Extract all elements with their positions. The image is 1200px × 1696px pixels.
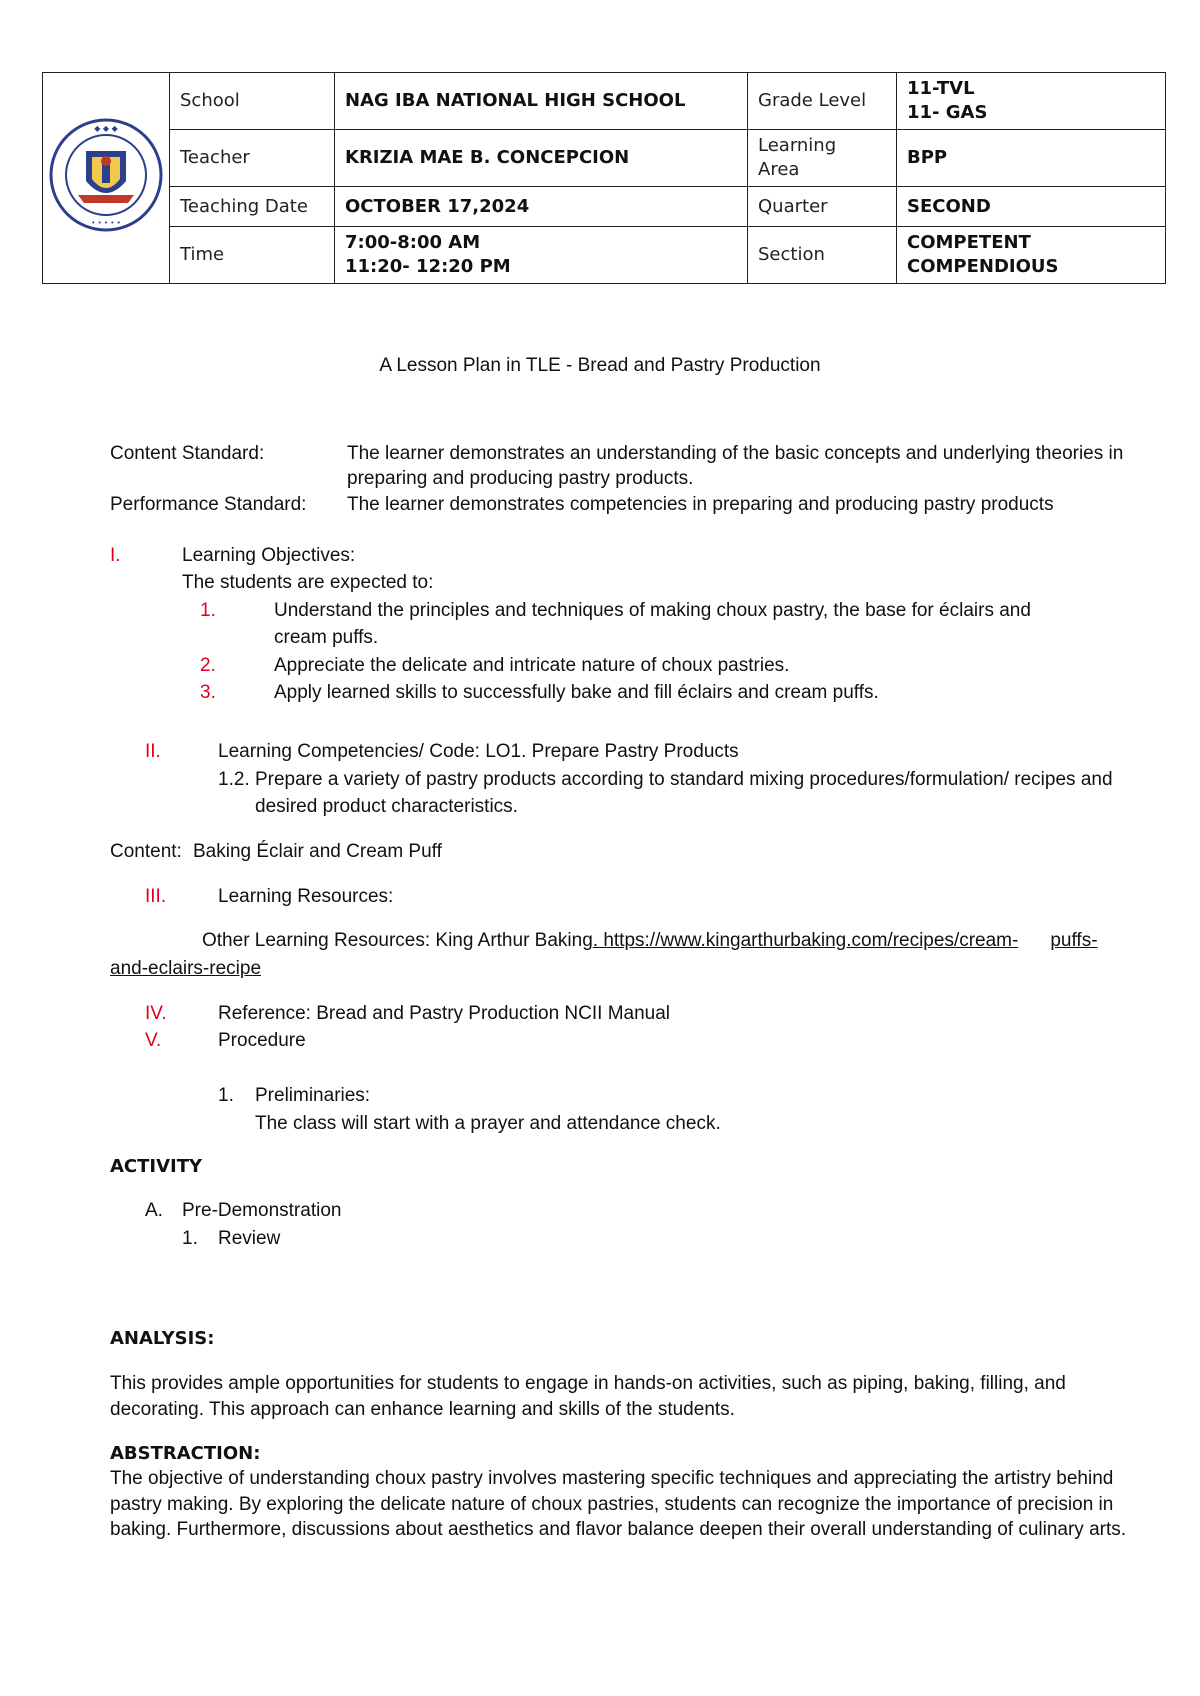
objectives-heading: Learning Objectives: [182,545,356,566]
objectives-numeral: I. [110,545,121,566]
resource-link-part2[interactable]: puffs- [1050,930,1098,951]
analysis-line2: decorating. This approach can enhance learning and skills of the students. [110,1399,735,1420]
activity-a-label: A. [145,1200,163,1221]
procedure-heading: Procedure [218,1030,306,1051]
content-value: Baking Éclair and Cream Puff [193,841,442,862]
grade-value-1: 11-TVL [907,78,975,99]
reference-numeral: IV. [145,1003,167,1024]
resources-heading: Learning Resources: [218,886,394,907]
deped-seal-logo [48,117,164,233]
learning-area-label-1: Learning [758,135,837,156]
teacher-label: Teacher [170,130,335,187]
grade-label: Grade Level [748,73,897,130]
analysis-line1: This provides ample opportunities for students to engage in hands-on activities, such as piping, baking, filling, and [110,1373,1066,1394]
objectives-intro: The students are expected to: [182,572,434,593]
header-table [42,72,1166,284]
resource-link-part1[interactable]: . https://www.kingarthurbaking.com/recipes/cream- [592,930,1019,951]
learning-area-value: BPP [897,130,1166,187]
grade-value-2: 11- GAS [907,102,988,123]
procedure-item-text: The class will start with a prayer and attendance check. [255,1113,721,1134]
competencies-line1: 1.2. Prepare a variety of pastry products according to standard mixing procedures/formulation/ recipes and [218,769,1113,790]
objective-1-num: 1. [200,600,216,621]
section-value-2: COMPENDIOUS [907,256,1059,277]
activity-a-text: Pre-Demonstration [182,1200,342,1221]
objective-2-line1: Appreciate the delicate and intricate nature of choux pastries. [274,655,790,676]
resources-numeral: III. [145,886,167,907]
teaching-date-label: Teaching Date [170,187,335,227]
analysis-heading: ANALYSIS: [110,1328,215,1349]
content-label: Content: [110,841,182,862]
quarter-value: SECOND [897,187,1166,227]
section-label: Section [748,227,897,284]
quarter-label: Quarter [748,187,897,227]
reference-text: Reference: Bread and Pastry Production NCII Manual [218,1003,671,1024]
school-label: School [170,73,335,130]
other-resources-label: Other Learning Resources: King Arthur Baking [202,930,593,951]
abstraction-line2: pastry making. By exploring the delicate nature of choux pastries, students can recognize the importance of precision in [110,1494,1114,1515]
svg-text:◆ ◆ ◆: ◆ ◆ ◆ [94,123,118,133]
competencies-heading: Learning Competencies/ Code: LO1. Prepare Pastry Products [218,741,739,762]
procedure-item-num: 1. [218,1085,234,1106]
resource-link-part3[interactable]: and-eclairs-recipe [110,958,262,979]
objective-1-line2: cream puffs. [274,627,379,648]
activity-sub-num: 1. [182,1228,198,1249]
performance-standard-label: Performance Standard: [110,494,307,515]
school-value: NAG IBA NATIONAL HIGH SCHOOL [335,73,748,130]
objective-2-num: 2. [200,655,216,676]
section-value-1: COMPETENT [907,232,1031,253]
teacher-value: KRIZIA MAE B. CONCEPCION [335,130,748,187]
deped-seal-cell [43,73,170,284]
content-standard-line1: The learner demonstrates an understanding of the basic concepts and underlying theories in [347,443,1124,464]
objective-3-line1: Apply learned skills to successfully bake and fill éclairs and cream puffs. [274,682,879,703]
content-standard-line2: preparing and producing pastry products. [347,468,694,489]
learning-area-label [748,130,897,187]
procedure-numeral: V. [145,1030,162,1051]
learning-area-label-2: Area [758,159,800,180]
objective-3-num: 3. [200,682,216,703]
time-value [335,227,748,284]
procedure-item-title: Preliminaries: [255,1085,371,1106]
grade-value [897,73,1166,130]
teaching-date-value: OCTOBER 17,2024 [335,187,748,227]
abstraction-line1: The objective of understanding choux pastry involves mastering specific techniques and appreciating the artistry behind [110,1468,1114,1489]
competencies-line2: desired product characteristics. [255,796,518,817]
svg-text:• • • • •: • • • • • [91,218,121,227]
time-value-2: 11:20- 12:20 PM [345,256,511,277]
time-label: Time [170,227,335,284]
performance-standard-text: The learner demonstrates competencies in preparing and producing pastry products [347,494,1054,515]
competencies-numeral: II. [145,741,161,762]
activity-sub-text: Review [218,1228,281,1249]
section-value [897,227,1166,284]
objective-1-line1: Understand the principles and techniques of making choux pastry, the base for éclairs and [274,600,1031,621]
document-title: A Lesson Plan in TLE - Bread and Pastry Production [379,355,821,376]
activity-heading: ACTIVITY [110,1156,203,1177]
other-resources-line [202,927,1098,954]
time-value-1: 7:00-8:00 AM [345,232,481,253]
abstraction-heading: ABSTRACTION: [110,1443,261,1464]
content-standard-label: Content Standard: [110,443,265,464]
abstraction-line3: baking. Furthermore, discussions about aesthetics and flavor balance deepen their overall understanding of culinary arts. [110,1519,1127,1540]
